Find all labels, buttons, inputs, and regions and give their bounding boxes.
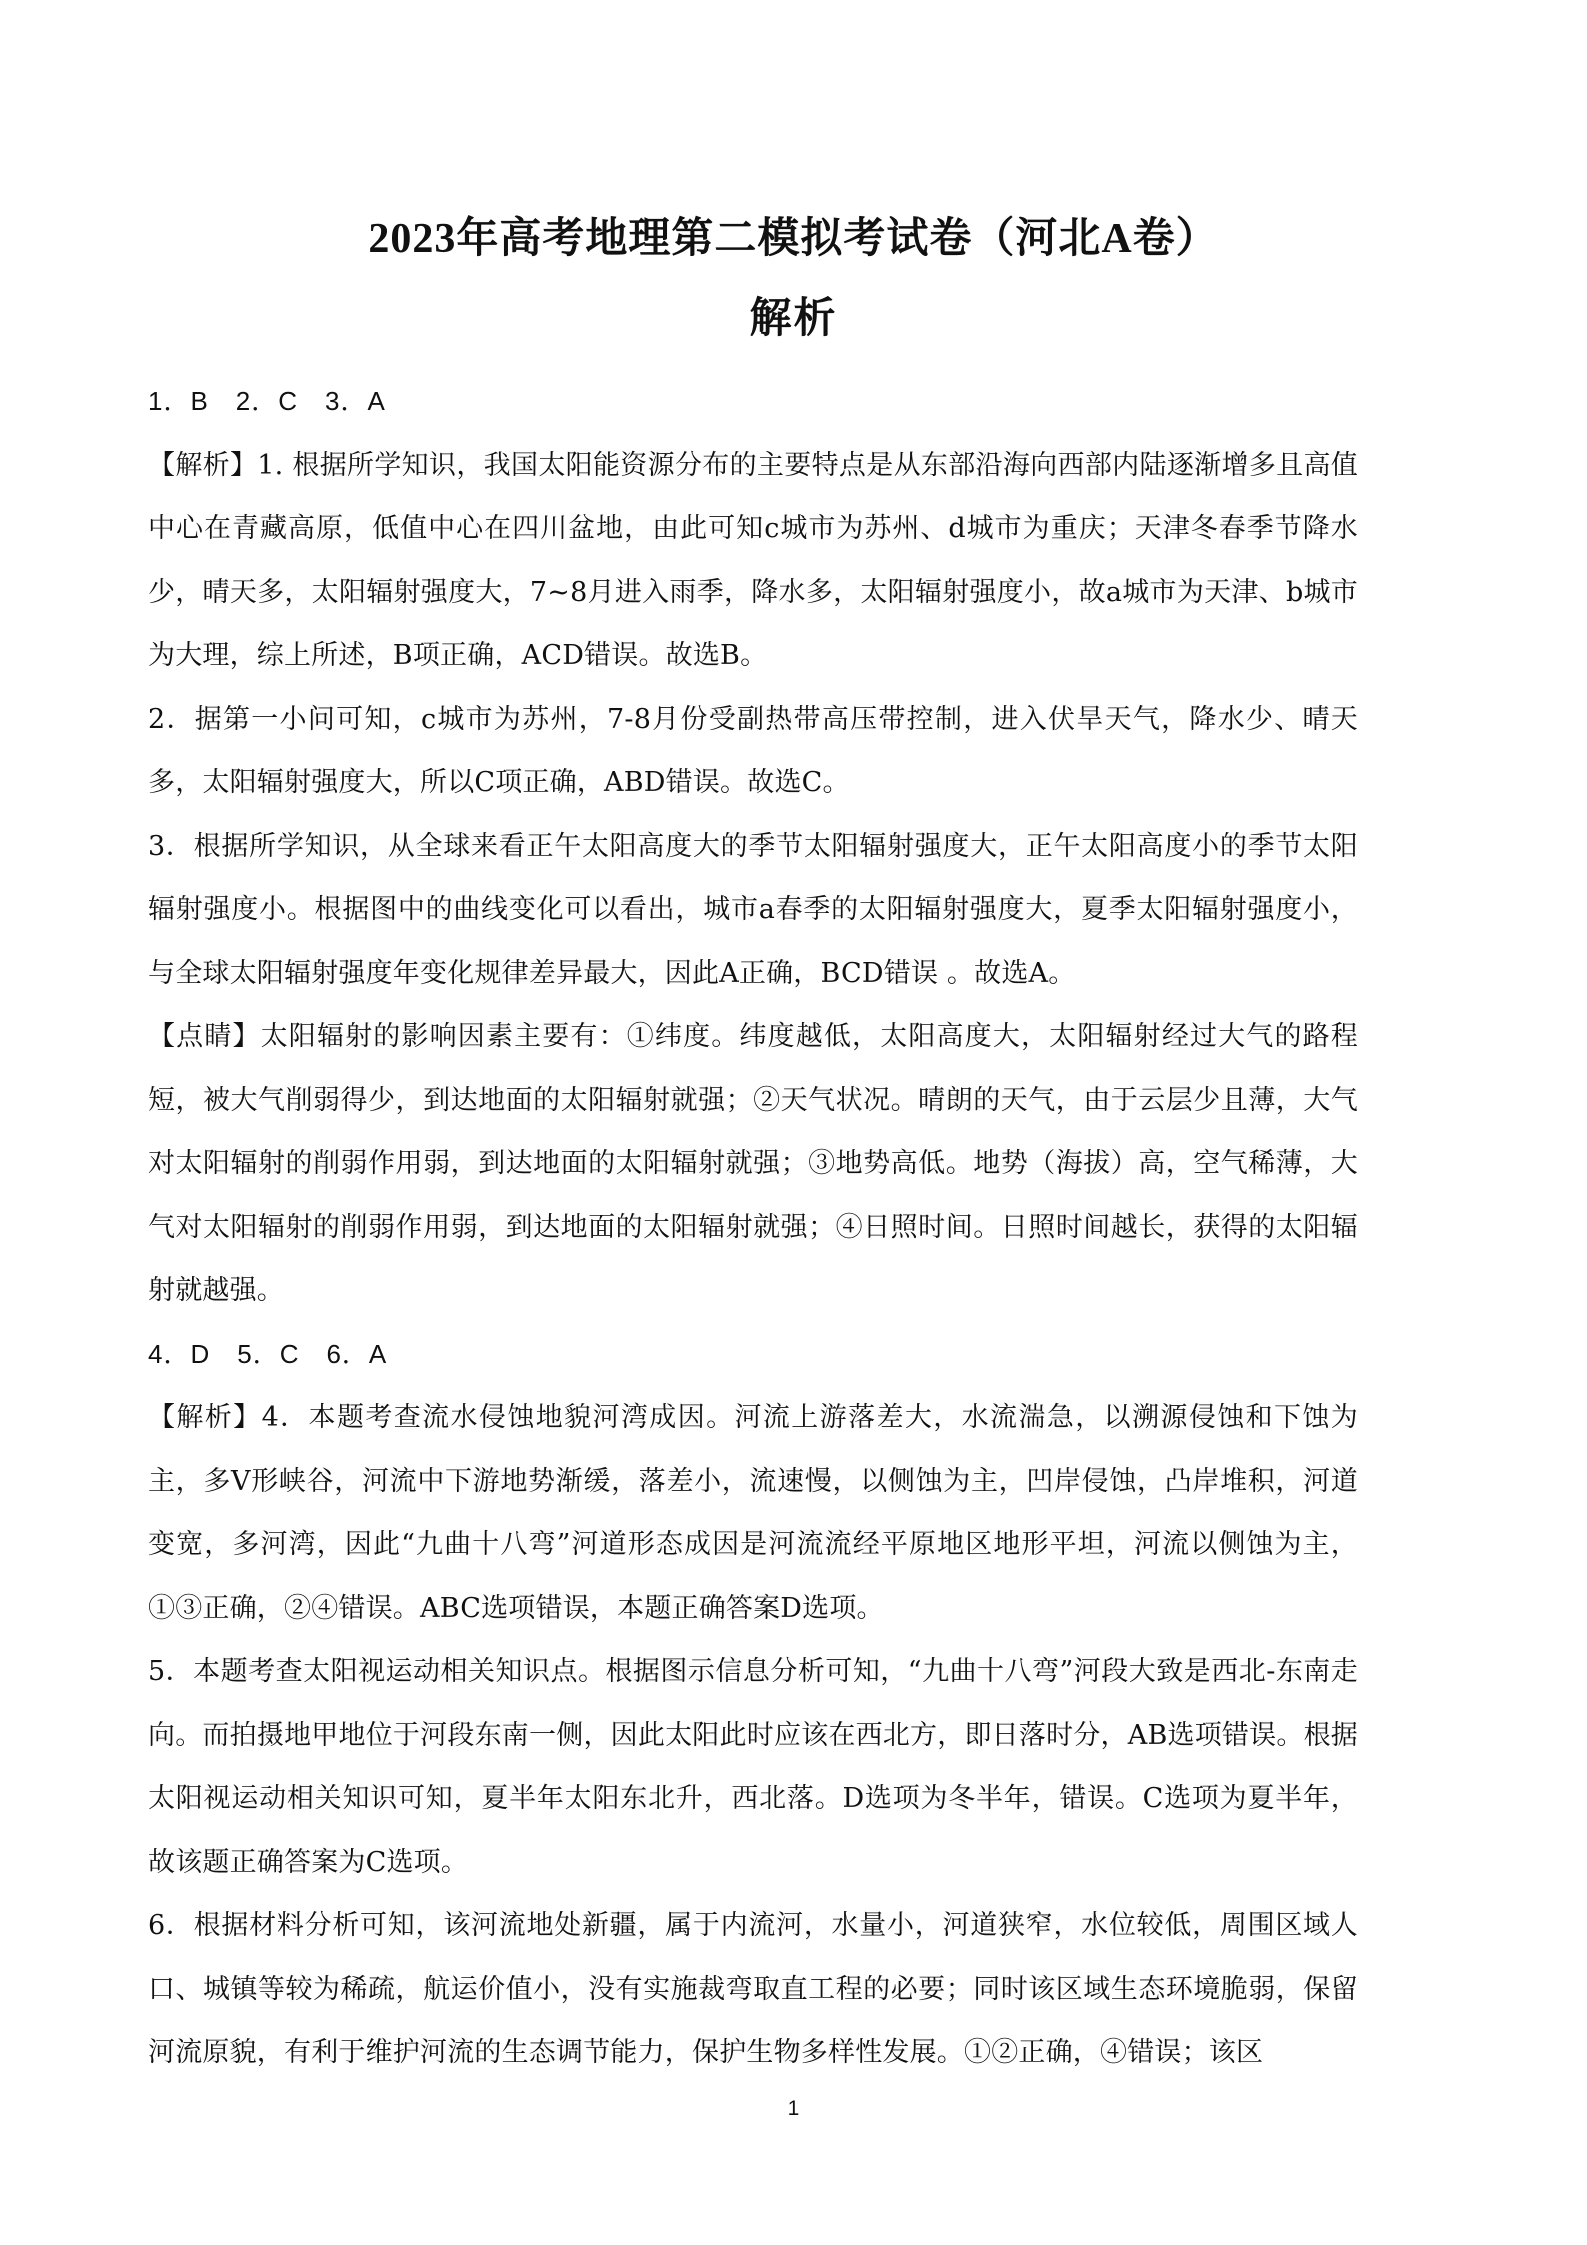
document-title: 2023年高考地理第二模拟考试卷（河北A卷） (368, 216, 1219, 262)
page-number: 1 (787, 2097, 800, 2120)
document-subtitle: 解析 (749, 296, 838, 342)
answer-key-1-3: 1．B 2．C 3．A (148, 386, 386, 416)
explanation-q3: 3．根据所学知识，从全球来看正午太阳高度大的季节太阳辐射强度大，正午太阳高度小的季节太阳辐射强度小。根据图中的曲线变化可以看出，城市a春季的太阳辐射强度大，夏季太阳辐射强度小，与全球太阳辐射强度年变化规律差异最大，因此A正确，BCD错误 。故选A。 (148, 830, 1358, 989)
document-body (148, 370, 1358, 2085)
answer-key-4-6: 4．D 5．C 6．A (148, 1338, 388, 1369)
explanation-q4: 【解析】4．本题考查流水侵蚀地貌河湾成因。河流上游落差大，水流湍急，以溯源侵蚀和下蚀为主，多V形峡谷，河流中下游地势渐缓，落差小，流速慢，以侧蚀为主，凹岸侵蚀，凸岸堆积，河道变宽，多河湾，因此“九曲十八弯”河道形态成因是河流流经平原地区地形平坦，河流以侧蚀为主，①③正确，②④错误。ABC选项错误，本题正确答案D选项。 (148, 1402, 1358, 1624)
explanation-q2: 2．据第一小问可知，c城市为苏州，7-8月份受副热带高压带控制，进入伏旱天气，降水少、晴天多，太阳辐射强度大，所以C项正确，ABD错误。故选C。 (148, 703, 1358, 798)
explanation-q1: 【解析】1. 根据所学知识，我国太阳能资源分布的主要特点是从东部沿海向西部内陆逐渐增多且高值中心在青藏高原，低值中心在四川盆地，由此可知c城市为苏州、d城市为重庆；天津冬春季节降水少，晴天多，太阳辐射强度大，7~8月进入雨季，降水多，太阳辐射强度小，故a城市为天津、b城市为大理，综上所述，B项正确，ACD错误。故选B。 (148, 449, 1358, 671)
explanation-q5: 5．本题考查太阳视运动相关知识点。根据图示信息分析可知，“九曲十八弯”河段大致是西北-东南走向。而拍摄地甲地位于河段东南一侧，因此太阳此时应该在西北方，即日落时分，AB选项错误。根据太阳视运动相关知识可知，夏半年太阳东北升，西北落。D选项为冬半年，错误。C选项为夏半年，故该题正确答案为C选项。 (148, 1656, 1358, 1878)
explanation-q6: 6．根据材料分析可知，该河流地处新疆，属于内流河，水量小，河道狭窄，水位较低，周围区域人口、城镇等较为稀疏，航运价值小，没有实施裁弯取直工程的必要；同时该区域生态环境脆弱，保留河流原貌，有利于维护河流的生态调节能力，保护生物多样性发展。①②正确，④错误；该区 (148, 1910, 1358, 2068)
key-point-note: 【点睛】太阳辐射的影响因素主要有：①纬度。纬度越低，太阳高度大，太阳辐射经过大气的路程短，被大气削弱得少，到达地面的太阳辐射就强；②天气状况。晴朗的天气，由于云层少且薄，大气对太阳辐射的削弱作用弱，到达地面的太阳辐射就强；③地势高低。地势（海拔）高，空气稀薄，大气对太阳辐射的削弱作用弱，到达地面的太阳辐射就强；④日照时间。日照时间越长，获得的太阳辐射就越强。 (148, 1021, 1358, 1306)
